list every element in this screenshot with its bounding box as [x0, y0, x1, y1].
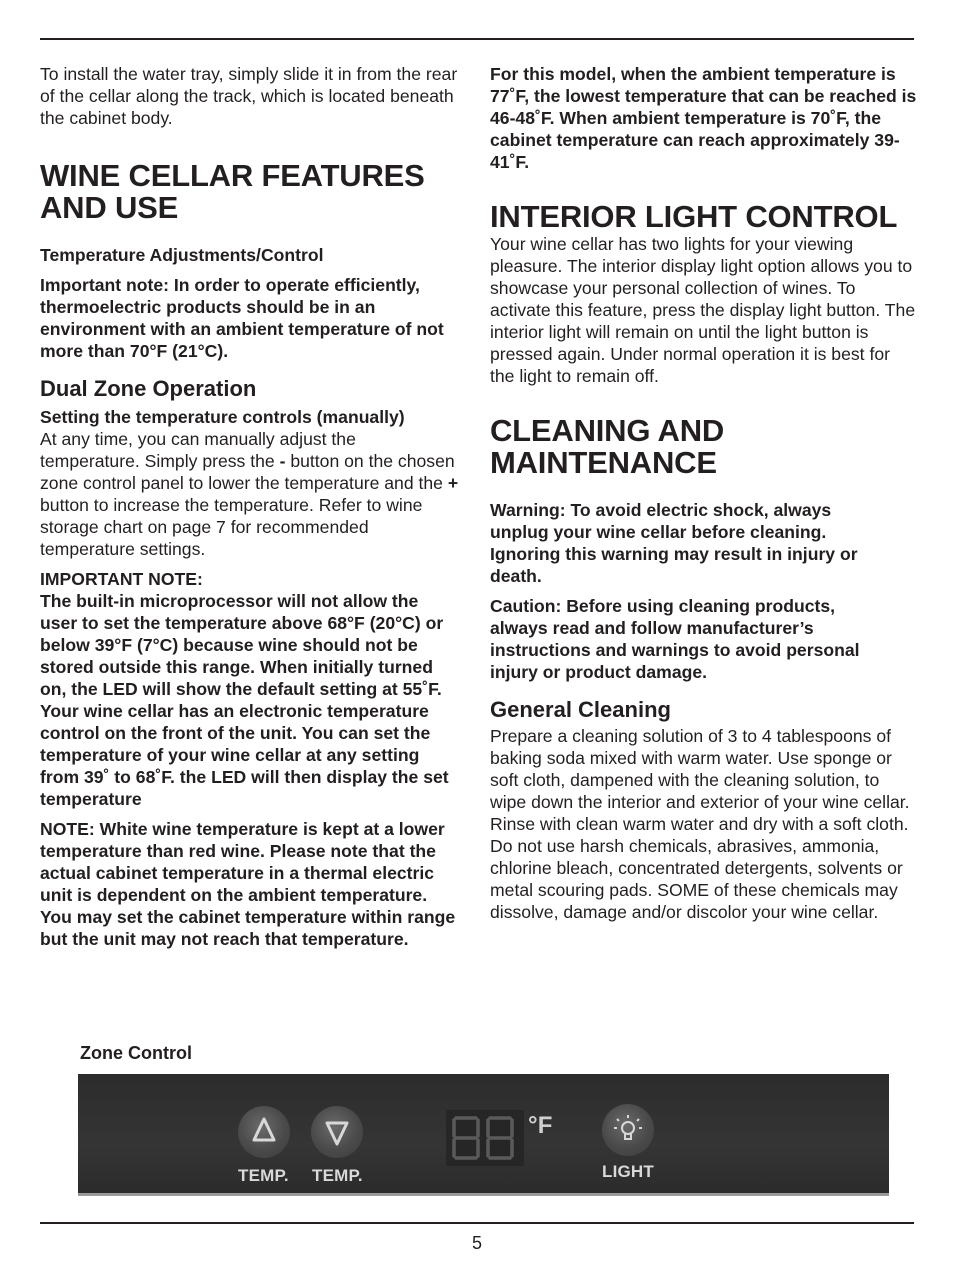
- microprocessor-note: The built-in microprocessor will not allow the user to set the temperature above 68°F (20°C) or below 39°F (7°C) because wine should not be stored outside this range. When initially turned on, the LED will show the default setting at 55˚F. Your wine cellar has an electronic temperature control on the front of the unit. You can set the temperature of your wine cellar at any setting from 39˚ to 68˚F. the LED will then display the set temperature: [40, 591, 449, 809]
- section-heading-interior-light: INTERIOR LIGHT CONTROL: [490, 199, 898, 234]
- zone-control-panel: [78, 1074, 889, 1196]
- top-rule: [40, 38, 914, 40]
- caution-cleaning-products: Caution: Before using cleaning products, always read and follow manufacturer’s instructions and warnings to avoid personal injury or product damage.: [490, 596, 860, 682]
- light-label: LIGHT: [602, 1162, 654, 1181]
- temp-down-label: TEMP.: [312, 1166, 363, 1185]
- general-cleaning-heading: General Cleaning: [490, 697, 671, 722]
- setting-controls-heading: Setting the temperature controls (manually): [40, 407, 405, 427]
- setting-controls-text: [40, 428, 460, 560]
- fahrenheit-label: °F: [528, 1112, 553, 1139]
- section-heading-cleaning: [490, 415, 918, 479]
- zone-control-title: Zone Control: [80, 1043, 192, 1063]
- cleaning-heading-line-2: MAINTENANCE: [490, 445, 717, 480]
- bottom-rule: [40, 1222, 914, 1224]
- right-column: [490, 63, 918, 923]
- white-wine-note: NOTE: White wine temperature is kept at a lower temperature than red wine. Please note that the actual cabinet temperature in a thermal electric unit is dependent on the ambient temperature. You may set the cabinet temperature within range but the unit may not reach that temperature.: [40, 819, 456, 949]
- setting-text-part-3: button to increase the temperature. Refer to wine storage chart on page 7 for recommended temperature settings.: [40, 495, 423, 559]
- light-bulb-icon: [602, 1104, 654, 1156]
- temperature-display: [446, 1110, 524, 1166]
- important-note-caps: IMPORTANT NOTE:: [40, 569, 203, 589]
- section-heading-wine-cellar-features: WINE CELLAR FEATURES AND USE: [40, 158, 425, 225]
- minus-symbol: -: [279, 451, 286, 471]
- dual-zone-operation-heading: Dual Zone Operation: [40, 376, 257, 401]
- general-cleaning-text: Prepare a cleaning solution of 3 to 4 tablespoons of baking soda mixed with warm water. Use sponge or soft cloth, dampened with the cleaning solution, to wipe down the interior and exterior of your wine cellar. Rinse with clean warm water and dry with a soft cloth. Do not use harsh chemicals, abrasives, ammonia, chlorine bleach, concentrated detergents, solvents or metal scouring pads. SOME of these chemicals may dissolve, damage and/or discolor your wine cellar.: [490, 726, 910, 922]
- temperature-adjustments-heading: Temperature Adjustments/Control: [40, 245, 324, 265]
- up-triangle-icon: [238, 1106, 290, 1158]
- temp-down-button[interactable]: [311, 1106, 363, 1158]
- plus-symbol: +: [447, 473, 459, 493]
- setting-text-part-1: At any time, you can manually adjust the temperature. Simply press the: [40, 429, 356, 471]
- light-button[interactable]: [602, 1104, 654, 1156]
- cleaning-heading-line-1: CLEANING AND: [490, 413, 725, 448]
- temp-up-button[interactable]: [238, 1106, 290, 1158]
- important-note-ambient: Important note: In order to operate efficiently, thermoelectric products should be in an environment with an ambient temperature of not more than 70°F (21°C).: [40, 275, 444, 361]
- down-triangle-icon: [311, 1106, 363, 1158]
- interior-light-text: Your wine cellar has two lights for your viewing pleasure. The interior display light option allows you to showcase your personal collection of wines. To activate this feature, press the display light button. The interior light will remain on until the light button is pressed again. Under normal operation it is best for the light to remain off.: [490, 234, 916, 386]
- warning-electric-shock: Warning: To avoid electric shock, always unplug your wine cellar before cleaning. Ignoring this warning may result in injury or death.: [490, 500, 858, 586]
- left-column: [40, 63, 460, 950]
- page-number: 5: [471, 1233, 482, 1253]
- temp-up-label: TEMP.: [238, 1166, 289, 1185]
- model-temperature-note: For this model, when the ambient temperature is 77˚F, the lowest temperature that can be reached is 46-48˚F. When ambient temperature is 70˚F, the cabinet temperature can reach approximately 39-41˚F.: [490, 64, 917, 172]
- setting-text-part-2: button on the chosen zone control panel to lower the temperature and the: [40, 451, 455, 493]
- seven-segment-display: [446, 1110, 524, 1166]
- water-tray-intro: To install the water tray, simply slide it in from the rear of the cellar along the track, which is located beneath the cabinet body.: [40, 64, 458, 128]
